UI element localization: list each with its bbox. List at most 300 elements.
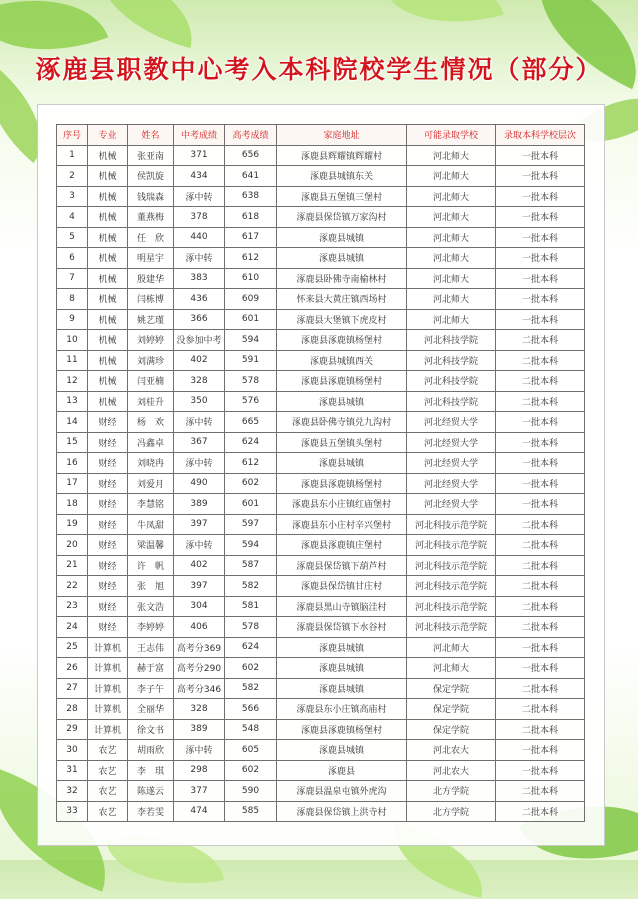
cell-col-gaokao-score: 566 <box>225 699 277 720</box>
cell-col-gaokao-score: 576 <box>225 391 277 412</box>
cell-col-level: 二批本科 <box>496 350 585 371</box>
cell-col-zhongkao-score: 402 <box>174 350 225 371</box>
cell-col-zhongkao-score: 涿中转 <box>174 453 225 474</box>
cell-col-zhongkao-score: 440 <box>174 227 225 248</box>
table-row <box>57 596 585 617</box>
cell-col-gaokao-score: 610 <box>225 268 277 289</box>
cell-col-level: 二批本科 <box>496 576 585 597</box>
cell-col-zhongkao-score: 490 <box>174 473 225 494</box>
cell-col-school: 河北农大 <box>407 760 496 781</box>
table-row <box>57 350 585 371</box>
cell-col-zhongkao-score: 474 <box>174 801 225 822</box>
cell-col-name: 梁温馨 <box>128 535 174 556</box>
cell-col-zhongkao-score: 298 <box>174 760 225 781</box>
cell-col-gaokao-score: 618 <box>225 207 277 228</box>
cell-col-level: 一批本科 <box>496 494 585 515</box>
header-col-zhongkao-score: 中考成绩 <box>174 125 225 146</box>
table-row <box>57 576 585 597</box>
cell-col-school: 河北师大 <box>407 309 496 330</box>
leaf-decoration <box>382 0 504 43</box>
cell-col-name: 董燕梅 <box>128 207 174 228</box>
cell-col-index: 13 <box>57 391 88 412</box>
cell-col-zhongkao-score: 366 <box>174 309 225 330</box>
cell-col-index: 17 <box>57 473 88 494</box>
cell-col-name: 张亚南 <box>128 145 174 166</box>
cell-col-major: 计算机 <box>88 637 128 658</box>
table-row <box>57 555 585 576</box>
cell-col-school: 河北经贸大学 <box>407 453 496 474</box>
cell-col-name: 明星宇 <box>128 248 174 269</box>
cell-col-name: 李婷婷 <box>128 617 174 638</box>
cell-col-school: 河北科技示范学院 <box>407 617 496 638</box>
cell-col-school: 北方学院 <box>407 801 496 822</box>
cell-col-school: 保定学院 <box>407 678 496 699</box>
cell-col-level: 一批本科 <box>496 248 585 269</box>
cell-col-major: 财经 <box>88 617 128 638</box>
cell-col-address: 涿鹿县保岱镇下葫芦村 <box>277 555 407 576</box>
cell-col-zhongkao-score: 378 <box>174 207 225 228</box>
cell-col-level: 二批本科 <box>496 719 585 740</box>
header-col-school: 可能录取学校 <box>407 125 496 146</box>
cell-col-gaokao-score: 590 <box>225 781 277 802</box>
cell-col-level: 一批本科 <box>496 740 585 761</box>
cell-col-level: 二批本科 <box>496 617 585 638</box>
cell-col-address: 怀来县大黄庄镇西场村 <box>277 289 407 310</box>
cell-col-address: 涿鹿县保岱镇万家沟村 <box>277 207 407 228</box>
cell-col-major: 机械 <box>88 309 128 330</box>
cell-col-gaokao-score: 582 <box>225 678 277 699</box>
cell-col-level: 一批本科 <box>496 637 585 658</box>
table-row <box>57 740 585 761</box>
cell-col-address: 涿鹿县保岱镇甘庄村 <box>277 576 407 597</box>
cell-col-gaokao-score: 605 <box>225 740 277 761</box>
cell-col-address: 涿鹿县城镇 <box>277 678 407 699</box>
header-col-major: 专业 <box>88 125 128 146</box>
cell-col-major: 农艺 <box>88 760 128 781</box>
cell-col-name: 李子午 <box>128 678 174 699</box>
cell-col-major: 机械 <box>88 186 128 207</box>
cell-col-school: 河北经贸大学 <box>407 412 496 433</box>
cell-col-major: 机械 <box>88 371 128 392</box>
cell-col-name: 殷建华 <box>128 268 174 289</box>
cell-col-index: 9 <box>57 309 88 330</box>
cell-col-index: 15 <box>57 432 88 453</box>
cell-col-index: 29 <box>57 719 88 740</box>
cell-col-gaokao-score: 597 <box>225 514 277 535</box>
cell-col-address: 涿鹿县保岱镇下水谷村 <box>277 617 407 638</box>
cell-col-school: 河北科技学院 <box>407 391 496 412</box>
cell-col-zhongkao-score: 377 <box>174 781 225 802</box>
table-row <box>57 432 585 453</box>
cell-col-zhongkao-score: 367 <box>174 432 225 453</box>
cell-col-major: 机械 <box>88 268 128 289</box>
table-row <box>57 637 585 658</box>
cell-col-level: 二批本科 <box>496 535 585 556</box>
cell-col-name: 许 帆 <box>128 555 174 576</box>
cell-col-zhongkao-score: 402 <box>174 555 225 576</box>
header-col-level: 录取本科学校层次 <box>496 125 585 146</box>
cell-col-zhongkao-score: 涿中转 <box>174 535 225 556</box>
cell-col-address: 涿鹿县大堡镇下虎皮村 <box>277 309 407 330</box>
cell-col-zhongkao-score: 350 <box>174 391 225 412</box>
student-table <box>56 124 585 822</box>
table-row <box>57 535 585 556</box>
cell-col-address: 涿鹿县城镇 <box>277 391 407 412</box>
cell-col-level: 一批本科 <box>496 166 585 187</box>
cell-col-address: 涿鹿县涿鹿镇杨堡村 <box>277 371 407 392</box>
cell-col-level: 二批本科 <box>496 678 585 699</box>
cell-col-major: 机械 <box>88 391 128 412</box>
cell-col-level: 一批本科 <box>496 432 585 453</box>
cell-col-name: 张文浩 <box>128 596 174 617</box>
page-title: 涿鹿县职教中心考入本科院校学生情况（部分） <box>35 55 603 84</box>
cell-col-major: 机械 <box>88 227 128 248</box>
cell-col-level: 二批本科 <box>496 391 585 412</box>
cell-col-name: 李慧铭 <box>128 494 174 515</box>
cell-col-school: 河北科技示范学院 <box>407 596 496 617</box>
cell-col-address: 涿鹿县城镇 <box>277 740 407 761</box>
cell-col-index: 33 <box>57 801 88 822</box>
table-row <box>57 186 585 207</box>
cell-col-zhongkao-score: 没参加中考 <box>174 330 225 351</box>
cell-col-address: 涿鹿县东小庄村辛兴堡村 <box>277 514 407 535</box>
cell-col-index: 14 <box>57 412 88 433</box>
table-row <box>57 309 585 330</box>
cell-col-school: 河北经贸大学 <box>407 473 496 494</box>
cell-col-address: 涿鹿县保岱镇上洪寺村 <box>277 801 407 822</box>
cell-col-school: 河北科技学院 <box>407 330 496 351</box>
cell-col-address: 涿鹿县 <box>277 760 407 781</box>
cell-col-address: 涿鹿县城镇 <box>277 453 407 474</box>
table-row <box>57 391 585 412</box>
cell-col-index: 25 <box>57 637 88 658</box>
cell-col-gaokao-score: 601 <box>225 494 277 515</box>
cell-col-name: 徐文书 <box>128 719 174 740</box>
cell-col-address: 涿鹿县城镇 <box>277 658 407 679</box>
cell-col-school: 河北科技学院 <box>407 371 496 392</box>
cell-col-level: 二批本科 <box>496 781 585 802</box>
table-row <box>57 617 585 638</box>
table-body <box>57 145 585 822</box>
cell-col-school: 河北师大 <box>407 166 496 187</box>
cell-col-index: 2 <box>57 166 88 187</box>
cell-col-zhongkao-score: 397 <box>174 514 225 535</box>
cell-col-name: 李 琪 <box>128 760 174 781</box>
cell-col-name: 全丽华 <box>128 699 174 720</box>
cell-col-gaokao-score: 602 <box>225 658 277 679</box>
cell-col-gaokao-score: 656 <box>225 145 277 166</box>
cell-col-major: 计算机 <box>88 658 128 679</box>
cell-col-gaokao-score: 578 <box>225 617 277 638</box>
cell-col-school: 河北科技示范学院 <box>407 555 496 576</box>
cell-col-name: 赫于富 <box>128 658 174 679</box>
cell-col-major: 机械 <box>88 166 128 187</box>
table-row <box>57 699 585 720</box>
cell-col-school: 河北师大 <box>407 145 496 166</box>
cell-col-school: 河北经贸大学 <box>407 432 496 453</box>
cell-col-zhongkao-score: 涿中转 <box>174 248 225 269</box>
table-row <box>57 453 585 474</box>
cell-col-index: 26 <box>57 658 88 679</box>
cell-col-gaokao-score: 594 <box>225 535 277 556</box>
cell-col-major: 财经 <box>88 494 128 515</box>
cell-col-zhongkao-score: 328 <box>174 371 225 392</box>
table-row <box>57 145 585 166</box>
cell-col-gaokao-score: 581 <box>225 596 277 617</box>
cell-col-major: 机械 <box>88 289 128 310</box>
cell-col-index: 21 <box>57 555 88 576</box>
cell-col-index: 12 <box>57 371 88 392</box>
cell-col-zhongkao-score: 434 <box>174 166 225 187</box>
cell-col-school: 河北师大 <box>407 289 496 310</box>
cell-col-index: 27 <box>57 678 88 699</box>
cell-col-name: 冯鑫卓 <box>128 432 174 453</box>
table-row <box>57 494 585 515</box>
leaf-decoration <box>84 0 206 48</box>
cell-col-gaokao-score: 624 <box>225 432 277 453</box>
cell-col-address: 涿鹿县城镇 <box>277 637 407 658</box>
cell-col-zhongkao-score: 高考分290 <box>174 658 225 679</box>
table-row <box>57 207 585 228</box>
cell-col-zhongkao-score: 383 <box>174 268 225 289</box>
table-row <box>57 473 585 494</box>
cell-col-gaokao-score: 548 <box>225 719 277 740</box>
cell-col-major: 财经 <box>88 535 128 556</box>
cell-col-address: 涿鹿县黑山寺镇脑洼村 <box>277 596 407 617</box>
cell-col-gaokao-score: 591 <box>225 350 277 371</box>
cell-col-index: 7 <box>57 268 88 289</box>
cell-col-name: 牛凤甜 <box>128 514 174 535</box>
cell-col-level: 一批本科 <box>496 207 585 228</box>
table-row <box>57 760 585 781</box>
cell-col-zhongkao-score: 涿中转 <box>174 740 225 761</box>
cell-col-name: 张 旭 <box>128 576 174 597</box>
cell-col-name: 闫亚楠 <box>128 371 174 392</box>
cell-col-address: 涿鹿县温泉屯镇外虎沟 <box>277 781 407 802</box>
cell-col-level: 二批本科 <box>496 330 585 351</box>
cell-col-index: 11 <box>57 350 88 371</box>
cell-col-school: 河北师大 <box>407 248 496 269</box>
cell-col-level: 二批本科 <box>496 596 585 617</box>
cell-col-index: 8 <box>57 289 88 310</box>
cell-col-gaokao-score: 638 <box>225 186 277 207</box>
cell-col-gaokao-score: 617 <box>225 227 277 248</box>
table-row <box>57 719 585 740</box>
cell-col-major: 财经 <box>88 412 128 433</box>
cell-col-school: 河北师大 <box>407 637 496 658</box>
cell-col-gaokao-score: 665 <box>225 412 277 433</box>
cell-col-address: 涿鹿县涿鹿镇杨堡村 <box>277 473 407 494</box>
table-row <box>57 412 585 433</box>
cell-col-name: 王志伟 <box>128 637 174 658</box>
cell-col-index: 6 <box>57 248 88 269</box>
cell-col-gaokao-score: 624 <box>225 637 277 658</box>
table-row <box>57 658 585 679</box>
cell-col-name: 陈遂云 <box>128 781 174 802</box>
cell-col-gaokao-score: 578 <box>225 371 277 392</box>
header-row <box>57 125 585 146</box>
cell-col-major: 机械 <box>88 248 128 269</box>
cell-col-zhongkao-score: 389 <box>174 719 225 740</box>
cell-col-level: 二批本科 <box>496 801 585 822</box>
cell-col-school: 河北师大 <box>407 207 496 228</box>
cell-col-level: 一批本科 <box>496 309 585 330</box>
cell-col-major: 机械 <box>88 350 128 371</box>
cell-col-level: 一批本科 <box>496 289 585 310</box>
cell-col-name: 刘婷婷 <box>128 330 174 351</box>
cell-col-zhongkao-score: 436 <box>174 289 225 310</box>
cell-col-level: 一批本科 <box>496 412 585 433</box>
cell-col-address: 涿鹿县涿鹿镇庄堡村 <box>277 535 407 556</box>
cell-col-school: 河北师大 <box>407 186 496 207</box>
cell-col-school: 保定学院 <box>407 699 496 720</box>
header-col-name: 姓名 <box>128 125 174 146</box>
cell-col-level: 一批本科 <box>496 268 585 289</box>
cell-col-name: 钱瑞森 <box>128 186 174 207</box>
cell-col-zhongkao-score: 高考分346 <box>174 678 225 699</box>
table-row <box>57 781 585 802</box>
cell-col-index: 10 <box>57 330 88 351</box>
cell-col-level: 二批本科 <box>496 555 585 576</box>
cell-col-address: 涿鹿县城镇 <box>277 248 407 269</box>
cell-col-address: 涿鹿县城镇西关 <box>277 350 407 371</box>
cell-col-major: 农艺 <box>88 781 128 802</box>
cell-col-address: 涿鹿县东小庄镇红庙堡村 <box>277 494 407 515</box>
cell-col-name: 任 欣 <box>128 227 174 248</box>
cell-col-index: 19 <box>57 514 88 535</box>
cell-col-major: 财经 <box>88 514 128 535</box>
cell-col-major: 计算机 <box>88 719 128 740</box>
cell-col-level: 一批本科 <box>496 473 585 494</box>
cell-col-major: 机械 <box>88 207 128 228</box>
cell-col-name: 刘满珍 <box>128 350 174 371</box>
cell-col-index: 24 <box>57 617 88 638</box>
cell-col-school: 河北师大 <box>407 268 496 289</box>
cell-col-name: 李若雯 <box>128 801 174 822</box>
cell-col-major: 财经 <box>88 453 128 474</box>
table-row <box>57 227 585 248</box>
cell-col-gaokao-score: 609 <box>225 289 277 310</box>
table-row <box>57 330 585 351</box>
cell-col-index: 3 <box>57 186 88 207</box>
table-row <box>57 371 585 392</box>
cell-col-major: 财经 <box>88 473 128 494</box>
cell-col-address: 涿鹿县卧佛寺镇兑九沟村 <box>277 412 407 433</box>
cell-col-name: 侯凯旋 <box>128 166 174 187</box>
cell-col-level: 一批本科 <box>496 760 585 781</box>
cell-col-zhongkao-score: 371 <box>174 145 225 166</box>
cell-col-level: 二批本科 <box>496 699 585 720</box>
cell-col-level: 一批本科 <box>496 453 585 474</box>
cell-col-gaokao-score: 612 <box>225 248 277 269</box>
cell-col-major: 农艺 <box>88 801 128 822</box>
cell-col-address: 涿鹿县东小庄镇高庙村 <box>277 699 407 720</box>
cell-col-zhongkao-score: 397 <box>174 576 225 597</box>
cell-col-zhongkao-score: 406 <box>174 617 225 638</box>
cell-col-zhongkao-score: 涿中转 <box>174 186 225 207</box>
cell-col-index: 22 <box>57 576 88 597</box>
cell-col-major: 机械 <box>88 330 128 351</box>
cell-col-school: 保定学院 <box>407 719 496 740</box>
cell-col-zhongkao-score: 304 <box>174 596 225 617</box>
header-col-index: 序号 <box>57 125 88 146</box>
cell-col-gaokao-score: 641 <box>225 166 277 187</box>
cell-col-zhongkao-score: 高考分369 <box>174 637 225 658</box>
cell-col-school: 河北农大 <box>407 740 496 761</box>
cell-col-major: 财经 <box>88 555 128 576</box>
cell-col-zhongkao-score: 涿中转 <box>174 412 225 433</box>
cell-col-index: 30 <box>57 740 88 761</box>
cell-col-index: 4 <box>57 207 88 228</box>
cell-col-gaokao-score: 602 <box>225 473 277 494</box>
cell-col-school: 河北科技示范学院 <box>407 576 496 597</box>
cell-col-index: 1 <box>57 145 88 166</box>
cell-col-name: 杨 欢 <box>128 412 174 433</box>
table-row <box>57 268 585 289</box>
cell-col-major: 计算机 <box>88 678 128 699</box>
cell-col-address: 涿鹿县城镇东关 <box>277 166 407 187</box>
cell-col-gaokao-score: 601 <box>225 309 277 330</box>
cell-col-index: 28 <box>57 699 88 720</box>
cell-col-school: 河北科技学院 <box>407 350 496 371</box>
cell-col-name: 姚艺瑾 <box>128 309 174 330</box>
cell-col-index: 32 <box>57 781 88 802</box>
cell-col-major: 财经 <box>88 596 128 617</box>
cell-col-school: 河北科技示范学院 <box>407 535 496 556</box>
cell-col-level: 二批本科 <box>496 514 585 535</box>
cell-col-level: 二批本科 <box>496 371 585 392</box>
cell-col-address: 涿鹿县五堡镇头堡村 <box>277 432 407 453</box>
cell-col-school: 河北科技示范学院 <box>407 514 496 535</box>
cell-col-school: 河北师大 <box>407 658 496 679</box>
cell-col-index: 18 <box>57 494 88 515</box>
header-col-gaokao-score: 高考成绩 <box>225 125 277 146</box>
table-row <box>57 289 585 310</box>
cell-col-address: 涿鹿县五堡镇三堡村 <box>277 186 407 207</box>
cell-col-address: 涿鹿县涿鹿镇杨堡村 <box>277 719 407 740</box>
cell-col-school: 河北经贸大学 <box>407 494 496 515</box>
cell-col-index: 20 <box>57 535 88 556</box>
cell-col-address: 涿鹿县辉耀镇辉耀村 <box>277 145 407 166</box>
table-row <box>57 678 585 699</box>
cell-col-zhongkao-score: 389 <box>174 494 225 515</box>
table-row <box>57 801 585 822</box>
cell-col-name: 刘爱月 <box>128 473 174 494</box>
cell-col-name: 闫栋博 <box>128 289 174 310</box>
cell-col-address: 涿鹿县涿鹿镇杨堡村 <box>277 330 407 351</box>
cell-col-level: 一批本科 <box>496 658 585 679</box>
cell-col-level: 一批本科 <box>496 145 585 166</box>
cell-col-name: 刘桂升 <box>128 391 174 412</box>
header-col-address: 家庭地址 <box>277 125 407 146</box>
table-row <box>57 248 585 269</box>
cell-col-major: 机械 <box>88 145 128 166</box>
table-header <box>57 125 585 146</box>
cell-col-name: 胡雨欣 <box>128 740 174 761</box>
cell-col-level: 一批本科 <box>496 186 585 207</box>
cell-col-address: 涿鹿县城镇 <box>277 227 407 248</box>
cell-col-major: 财经 <box>88 576 128 597</box>
cell-col-address: 涿鹿县卧佛寺南榆林村 <box>277 268 407 289</box>
cell-col-gaokao-score: 612 <box>225 453 277 474</box>
cell-col-gaokao-score: 582 <box>225 576 277 597</box>
cell-col-index: 31 <box>57 760 88 781</box>
cell-col-index: 16 <box>57 453 88 474</box>
cell-col-major: 计算机 <box>88 699 128 720</box>
cell-col-zhongkao-score: 328 <box>174 699 225 720</box>
cell-col-index: 23 <box>57 596 88 617</box>
cell-col-major: 农艺 <box>88 740 128 761</box>
